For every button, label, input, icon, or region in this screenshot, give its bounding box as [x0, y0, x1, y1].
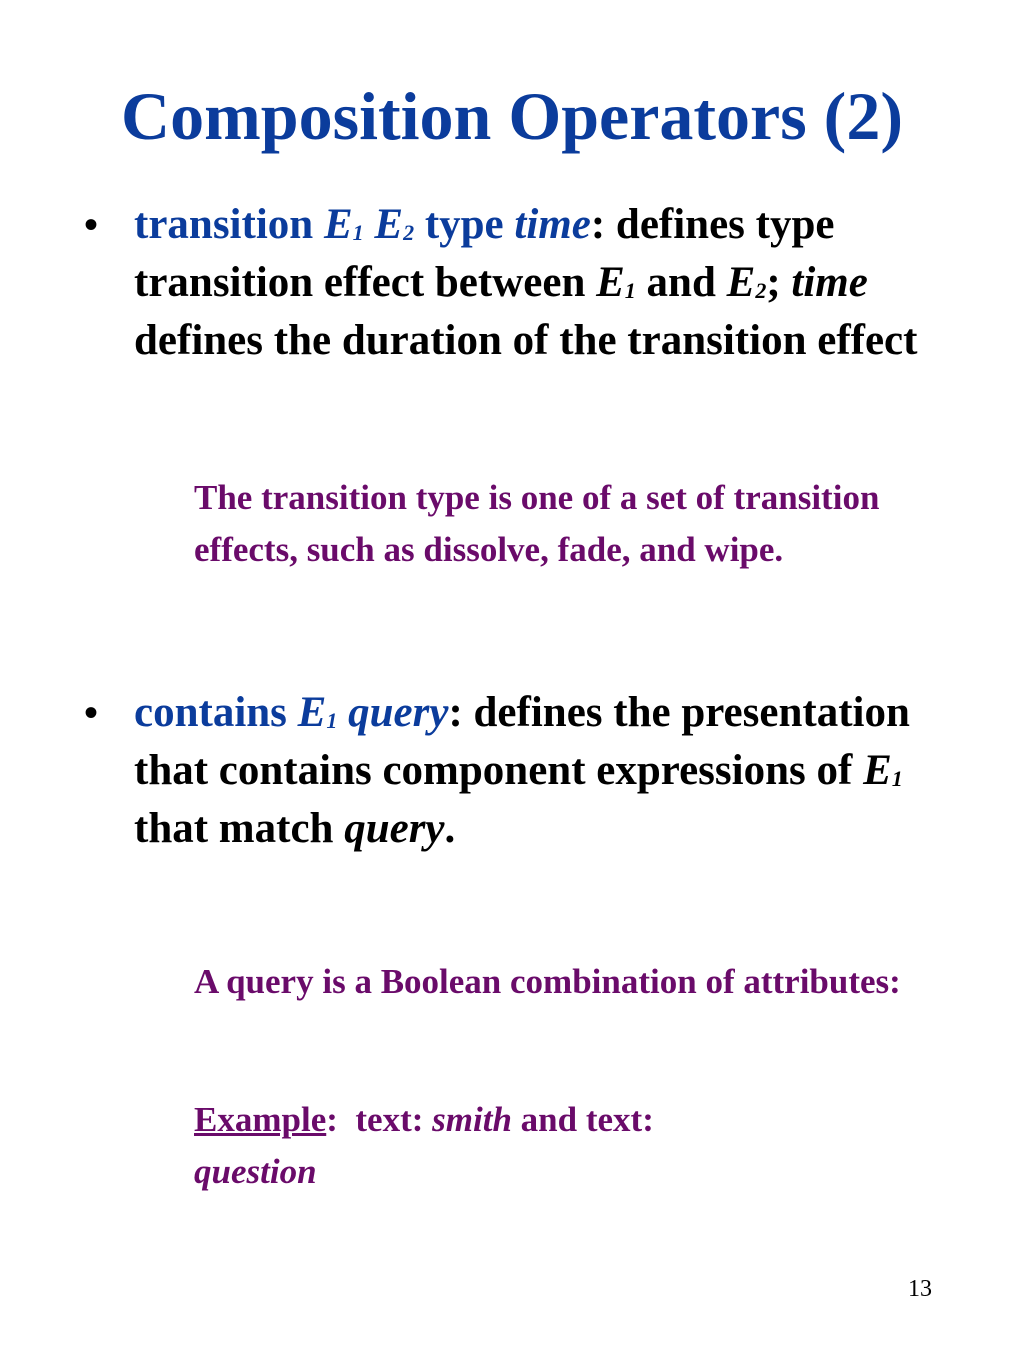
- term-time: time: [791, 259, 868, 306]
- term-query: query: [344, 805, 445, 852]
- example-term-question: question: [194, 1152, 317, 1191]
- keyword-contains: contains: [134, 689, 287, 736]
- bullet-marker: •: [84, 202, 99, 247]
- var-e1: $E_1$: [863, 747, 903, 794]
- slide-page-number: 13: [908, 1276, 932, 1302]
- period: .: [444, 805, 456, 852]
- example-term-smith: smith: [432, 1100, 512, 1139]
- example-text: text:: [355, 1100, 424, 1139]
- var-e2: $E_2$: [374, 201, 415, 248]
- bullet-marker: •: [84, 690, 99, 735]
- keyword-time: time: [514, 201, 591, 248]
- var-e1: $E_1$: [297, 689, 338, 736]
- bullet-text: that match: [134, 805, 334, 852]
- example-label: Example: [194, 1100, 327, 1139]
- semicolon: ;: [766, 259, 781, 306]
- var-e1: $E_1$: [323, 201, 364, 248]
- bullet-text: and: [646, 259, 716, 306]
- keyword-transition: transition: [134, 201, 314, 248]
- slide-title: Composition Operators (2): [121, 78, 903, 154]
- var-e1: $E_1$: [596, 259, 636, 306]
- colon: :: [326, 1100, 338, 1139]
- keyword-query: query: [348, 689, 449, 736]
- bullet-text: defines the duration of the transition effect: [134, 317, 918, 364]
- var-e2: $E_2$: [726, 259, 767, 306]
- colon: :: [590, 201, 606, 248]
- colon: :: [448, 689, 463, 736]
- example-text: and text:: [520, 1100, 654, 1139]
- note-query-definition: A query is a Boolean combination of attributes:: [194, 962, 901, 1001]
- bullet-text: defines the presentation that contains component expressions of: [134, 689, 910, 794]
- keyword-type: type: [424, 201, 504, 248]
- example-line: [194, 1094, 954, 1198]
- bullet-transition: [134, 196, 964, 370]
- bullet-contains: [134, 684, 964, 858]
- bullet-text: defines type transition effect between: [134, 201, 835, 306]
- note-transition-type: The transition type is one of a set of transition effects, such as dissolve, fade, and wipe.: [194, 478, 880, 569]
